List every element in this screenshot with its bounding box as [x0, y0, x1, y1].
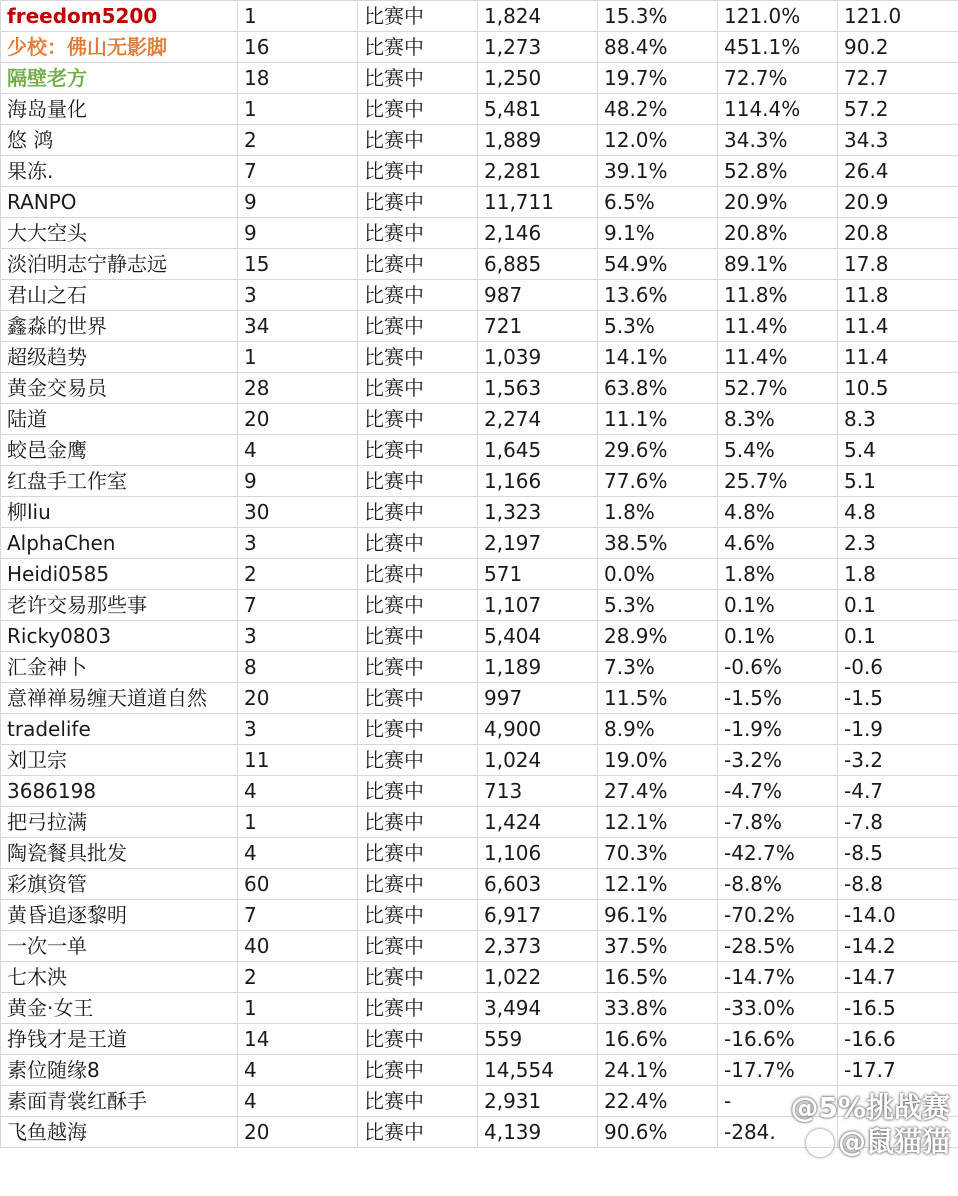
cell-count: 15 — [238, 249, 358, 280]
table-row — [1, 900, 958, 931]
cell-rate: 16.5% — [598, 962, 718, 993]
cell-status: 比赛中 — [358, 962, 478, 993]
cell-return: 4.6% — [718, 528, 838, 559]
cell-return: -284. — [718, 1117, 838, 1148]
cell-count: 28 — [238, 373, 358, 404]
cell-status: 比赛中 — [358, 466, 478, 497]
cell-value: 6,603 — [478, 869, 598, 900]
cell-status: 比赛中 — [358, 652, 478, 683]
cell-return: 89.1% — [718, 249, 838, 280]
cell-name: 素位随缘8 — [1, 1055, 238, 1086]
cell-score: -0.6 — [838, 652, 958, 683]
cell-name: 陆道 — [1, 404, 238, 435]
cell-status: 比赛中 — [358, 683, 478, 714]
cell-value: 1,022 — [478, 962, 598, 993]
cell-count: 4 — [238, 776, 358, 807]
cell-count: 16 — [238, 32, 358, 63]
table-row — [1, 125, 958, 156]
cell-status: 比赛中 — [358, 776, 478, 807]
cell-value: 987 — [478, 280, 598, 311]
cell-return: -0.6% — [718, 652, 838, 683]
cell-rate: 15.3% — [598, 1, 718, 32]
cell-score: 5.4 — [838, 435, 958, 466]
cell-return: -1.5% — [718, 683, 838, 714]
table-row — [1, 590, 958, 621]
cell-name: 黄昏追逐黎明 — [1, 900, 238, 931]
cell-rate: 88.4% — [598, 32, 718, 63]
cell-value: 713 — [478, 776, 598, 807]
cell-score: 5.1 — [838, 466, 958, 497]
cell-score: 10.5 — [838, 373, 958, 404]
cell-return: -3.2% — [718, 745, 838, 776]
cell-count: 3 — [238, 621, 358, 652]
cell-return: -4.7% — [718, 776, 838, 807]
cell-rate: 28.9% — [598, 621, 718, 652]
cell-count: 9 — [238, 187, 358, 218]
cell-name: 彩旗资管 — [1, 869, 238, 900]
cell-status: 比赛中 — [358, 342, 478, 373]
cell-count: 7 — [238, 590, 358, 621]
cell-return: -1.9% — [718, 714, 838, 745]
cell-status: 比赛中 — [358, 373, 478, 404]
cell-return: 114.4% — [718, 94, 838, 125]
cell-value: 1,645 — [478, 435, 598, 466]
cell-value: 1,824 — [478, 1, 598, 32]
cell-rate: 12.0% — [598, 125, 718, 156]
cell-count: 4 — [238, 1086, 358, 1117]
cell-status: 比赛中 — [358, 280, 478, 311]
cell-status: 比赛中 — [358, 621, 478, 652]
cell-rate: 39.1% — [598, 156, 718, 187]
cell-name: 飞鱼越海 — [1, 1117, 238, 1148]
cell-name: Ricky0803 — [1, 621, 238, 652]
cell-return: 1.8% — [718, 559, 838, 590]
cell-count: 7 — [238, 900, 358, 931]
cell-status: 比赛中 — [358, 1055, 478, 1086]
table-row — [1, 962, 958, 993]
cell-score: -17.7 — [838, 1055, 958, 1086]
cell-count: 20 — [238, 404, 358, 435]
cell-return: 121.0% — [718, 1, 838, 32]
cell-rate: 33.8% — [598, 993, 718, 1024]
cell-status: 比赛中 — [358, 63, 478, 94]
cell-return: 20.9% — [718, 187, 838, 218]
cell-name: 鑫淼的世界 — [1, 311, 238, 342]
cell-value: 721 — [478, 311, 598, 342]
cell-count: 2 — [238, 559, 358, 590]
cell-score: 8.3 — [838, 404, 958, 435]
cell-value: 5,404 — [478, 621, 598, 652]
cell-name: 海岛量化 — [1, 94, 238, 125]
cell-name: 3686198 — [1, 776, 238, 807]
cell-return: 451.1% — [718, 32, 838, 63]
cell-count: 1 — [238, 993, 358, 1024]
table-row — [1, 621, 958, 652]
table-row — [1, 869, 958, 900]
cell-rate: 12.1% — [598, 807, 718, 838]
table-row — [1, 466, 958, 497]
cell-status: 比赛中 — [358, 1086, 478, 1117]
cell-name: 大大空头 — [1, 218, 238, 249]
cell-count: 30 — [238, 497, 358, 528]
cell-value: 6,917 — [478, 900, 598, 931]
cell-value: 6,885 — [478, 249, 598, 280]
table-row — [1, 373, 958, 404]
cell-name: 少校：佛山无影脚 — [1, 32, 238, 63]
cell-count: 20 — [238, 683, 358, 714]
cell-rate: 24.1% — [598, 1055, 718, 1086]
cell-return: 34.3% — [718, 125, 838, 156]
cell-count: 4 — [238, 1055, 358, 1086]
cell-name: RANPO — [1, 187, 238, 218]
cell-name: 汇金神卜 — [1, 652, 238, 683]
cell-name: 果冻. — [1, 156, 238, 187]
table-row — [1, 1, 958, 32]
cell-score: -3.2 — [838, 745, 958, 776]
cell-score: 17.8 — [838, 249, 958, 280]
cell-value: 1,189 — [478, 652, 598, 683]
table-row — [1, 559, 958, 590]
cell-rate: 0.0% — [598, 559, 718, 590]
table-row — [1, 838, 958, 869]
cell-score: 11.4 — [838, 342, 958, 373]
table-row — [1, 1024, 958, 1055]
cell-name: 陶瓷餐具批发 — [1, 838, 238, 869]
table-row — [1, 652, 958, 683]
table-row — [1, 249, 958, 280]
watermark-text-1: @5%挑战赛 — [790, 1091, 950, 1124]
table-row — [1, 528, 958, 559]
table-row — [1, 745, 958, 776]
cell-score: 2.3 — [838, 528, 958, 559]
table-row — [1, 32, 958, 63]
cell-status: 比赛中 — [358, 869, 478, 900]
cell-count: 34 — [238, 311, 358, 342]
cell-count: 4 — [238, 435, 358, 466]
cell-name: 黄金·女王 — [1, 993, 238, 1024]
cell-count: 1 — [238, 342, 358, 373]
cell-status: 比赛中 — [358, 807, 478, 838]
cell-return: 25.7% — [718, 466, 838, 497]
cell-value: 997 — [478, 683, 598, 714]
cell-status: 比赛中 — [358, 187, 478, 218]
cell-value: 4,900 — [478, 714, 598, 745]
cell-rate: 48.2% — [598, 94, 718, 125]
table-row — [1, 776, 958, 807]
cell-score: -1.5 — [838, 683, 958, 714]
cell-name: AlphaChen — [1, 528, 238, 559]
cell-value: 1,039 — [478, 342, 598, 373]
cell-rate: 27.4% — [598, 776, 718, 807]
cell-score: 72.7 — [838, 63, 958, 94]
cell-status: 比赛中 — [358, 559, 478, 590]
cell-count: 18 — [238, 63, 358, 94]
cell-status: 比赛中 — [358, 497, 478, 528]
cell-return: 72.7% — [718, 63, 838, 94]
cell-count: 4 — [238, 838, 358, 869]
cell-return: -7.8% — [718, 807, 838, 838]
cell-status: 比赛中 — [358, 32, 478, 63]
cell-count: 3 — [238, 280, 358, 311]
cell-status: 比赛中 — [358, 94, 478, 125]
cell-count: 7 — [238, 156, 358, 187]
cell-name: 悠 鸿 — [1, 125, 238, 156]
cell-score: 4.8 — [838, 497, 958, 528]
cell-value: 3,494 — [478, 993, 598, 1024]
cell-rate: 13.6% — [598, 280, 718, 311]
cell-rate: 5.3% — [598, 590, 718, 621]
cell-score: -7.8 — [838, 807, 958, 838]
cell-score: -16.5 — [838, 993, 958, 1024]
cell-value: 1,889 — [478, 125, 598, 156]
cell-score: 0.1 — [838, 590, 958, 621]
cell-count: 60 — [238, 869, 358, 900]
cell-rate: 16.6% — [598, 1024, 718, 1055]
cell-status: 比赛中 — [358, 714, 478, 745]
table-row — [1, 311, 958, 342]
cell-count: 20 — [238, 1117, 358, 1148]
cell-name: 挣钱才是王道 — [1, 1024, 238, 1055]
cell-count: 40 — [238, 931, 358, 962]
cell-value: 2,146 — [478, 218, 598, 249]
cell-status: 比赛中 — [358, 838, 478, 869]
cell-score: 34.3 — [838, 125, 958, 156]
cell-rate: 63.8% — [598, 373, 718, 404]
cell-score: -14.2 — [838, 931, 958, 962]
table-row — [1, 931, 958, 962]
cell-name: 君山之石 — [1, 280, 238, 311]
cell-name: 老许交易那些事 — [1, 590, 238, 621]
cell-score: 11.4 — [838, 311, 958, 342]
cell-status: 比赛中 — [358, 1024, 478, 1055]
cell-value: 2,281 — [478, 156, 598, 187]
cell-value: 1,273 — [478, 32, 598, 63]
cell-value: 559 — [478, 1024, 598, 1055]
cell-count: 14 — [238, 1024, 358, 1055]
cell-rate: 6.5% — [598, 187, 718, 218]
table-row — [1, 94, 958, 125]
cell-return: 5.4% — [718, 435, 838, 466]
cell-rate: 8.9% — [598, 714, 718, 745]
cell-return: -70.2% — [718, 900, 838, 931]
cell-value: 1,166 — [478, 466, 598, 497]
cell-status: 比赛中 — [358, 218, 478, 249]
cell-rate: 5.3% — [598, 311, 718, 342]
cell-rate: 29.6% — [598, 435, 718, 466]
cell-status: 比赛中 — [358, 590, 478, 621]
watermark-text-2: @鼠猫猫 — [837, 1125, 950, 1158]
cell-value: 2,373 — [478, 931, 598, 962]
cell-count: 9 — [238, 218, 358, 249]
cell-name: 七木泱 — [1, 962, 238, 993]
cell-rate: 1.8% — [598, 497, 718, 528]
cell-rate: 11.5% — [598, 683, 718, 714]
cell-score: 90.2 — [838, 32, 958, 63]
cell-rate: 19.7% — [598, 63, 718, 94]
cell-name: tradelife — [1, 714, 238, 745]
cell-value: 5,481 — [478, 94, 598, 125]
table-row — [1, 497, 958, 528]
table-row — [1, 187, 958, 218]
cell-status: 比赛中 — [358, 404, 478, 435]
cell-score: -1.9 — [838, 714, 958, 745]
cell-name: 隔壁老方 — [1, 63, 238, 94]
cell-score: -8.5 — [838, 838, 958, 869]
cell-name: 红盘手工作室 — [1, 466, 238, 497]
cell-return: -17.7% — [718, 1055, 838, 1086]
cell-name: 蛟邑金鹰 — [1, 435, 238, 466]
cell-count: 1 — [238, 1, 358, 32]
cell-rate: 22.4% — [598, 1086, 718, 1117]
cell-name: Heidi0585 — [1, 559, 238, 590]
cell-score: -16.6 — [838, 1024, 958, 1055]
cell-status: 比赛中 — [358, 435, 478, 466]
cell-status: 比赛中 — [358, 993, 478, 1024]
cell-value: 11,711 — [478, 187, 598, 218]
cell-value: 1,106 — [478, 838, 598, 869]
cell-rate: 14.1% — [598, 342, 718, 373]
table-row — [1, 1055, 958, 1086]
ranking-table-body — [1, 1, 958, 1148]
cell-rate: 11.1% — [598, 404, 718, 435]
cell-name: 把弓拉满 — [1, 807, 238, 838]
cell-name: 刘卫宗 — [1, 745, 238, 776]
cell-return: 4.8% — [718, 497, 838, 528]
cell-value: 4,139 — [478, 1117, 598, 1148]
cell-status: 比赛中 — [358, 249, 478, 280]
cell-rate: 7.3% — [598, 652, 718, 683]
cell-name: 超级趋势 — [1, 342, 238, 373]
cell-rate: 9.1% — [598, 218, 718, 249]
weibo-logo-icon — [806, 1129, 834, 1157]
cell-rate: 70.3% — [598, 838, 718, 869]
cell-name: 素面青裳红酥手 — [1, 1086, 238, 1117]
cell-score: 0.1 — [838, 621, 958, 652]
cell-count: 1 — [238, 807, 358, 838]
cell-return: -8.8% — [718, 869, 838, 900]
cell-return: -42.7% — [718, 838, 838, 869]
cell-name: 淡泊明志宁静志远 — [1, 249, 238, 280]
table-row — [1, 280, 958, 311]
cell-status: 比赛中 — [358, 931, 478, 962]
cell-value: 1,107 — [478, 590, 598, 621]
cell-score: 57.2 — [838, 94, 958, 125]
cell-count: 3 — [238, 528, 358, 559]
cell-status: 比赛中 — [358, 1, 478, 32]
cell-name: 黄金交易员 — [1, 373, 238, 404]
cell-return: 11.4% — [718, 342, 838, 373]
cell-rate: 77.6% — [598, 466, 718, 497]
cell-return: -28.5% — [718, 931, 838, 962]
cell-status: 比赛中 — [358, 528, 478, 559]
cell-value: 1,250 — [478, 63, 598, 94]
cell-rate: 38.5% — [598, 528, 718, 559]
cell-return: - — [718, 1086, 838, 1117]
cell-status: 比赛中 — [358, 745, 478, 776]
cell-score: -14.7 — [838, 962, 958, 993]
cell-value: 571 — [478, 559, 598, 590]
table-row — [1, 993, 958, 1024]
cell-count: 8 — [238, 652, 358, 683]
cell-return: 11.4% — [718, 311, 838, 342]
cell-status: 比赛中 — [358, 1117, 478, 1148]
cell-count: 2 — [238, 125, 358, 156]
cell-score: 20.8 — [838, 218, 958, 249]
cell-status: 比赛中 — [358, 900, 478, 931]
table-row — [1, 714, 958, 745]
cell-status: 比赛中 — [358, 125, 478, 156]
table-row — [1, 156, 958, 187]
cell-rate: 90.6% — [598, 1117, 718, 1148]
cell-score: -8.8 — [838, 869, 958, 900]
cell-value: 2,931 — [478, 1086, 598, 1117]
cell-status: 比赛中 — [358, 156, 478, 187]
cell-score: 121.0 — [838, 1, 958, 32]
cell-value: 2,274 — [478, 404, 598, 435]
cell-value: 1,323 — [478, 497, 598, 528]
cell-rate: 37.5% — [598, 931, 718, 962]
cell-return: 8.3% — [718, 404, 838, 435]
cell-return: 11.8% — [718, 280, 838, 311]
table-row — [1, 404, 958, 435]
cell-count: 1 — [238, 94, 358, 125]
table-row — [1, 342, 958, 373]
cell-return: 0.1% — [718, 590, 838, 621]
table-row — [1, 63, 958, 94]
cell-count: 3 — [238, 714, 358, 745]
cell-score: -14.0 — [838, 900, 958, 931]
table-row — [1, 218, 958, 249]
cell-name: 一次一单 — [1, 931, 238, 962]
cell-return: 0.1% — [718, 621, 838, 652]
cell-rate: 12.1% — [598, 869, 718, 900]
cell-score: 1.8 — [838, 559, 958, 590]
cell-name: 柳liu — [1, 497, 238, 528]
cell-value: 14,554 — [478, 1055, 598, 1086]
cell-count: 9 — [238, 466, 358, 497]
cell-score: 11.8 — [838, 280, 958, 311]
cell-value: 1,424 — [478, 807, 598, 838]
table-row — [1, 807, 958, 838]
cell-count: 11 — [238, 745, 358, 776]
cell-name: freedom5200 — [1, 1, 238, 32]
cell-value: 1,563 — [478, 373, 598, 404]
table-row — [1, 435, 958, 466]
cell-value: 1,024 — [478, 745, 598, 776]
cell-return: 52.7% — [718, 373, 838, 404]
cell-return: 52.8% — [718, 156, 838, 187]
cell-return: 20.8% — [718, 218, 838, 249]
cell-return: -33.0% — [718, 993, 838, 1024]
cell-rate: 19.0% — [598, 745, 718, 776]
cell-value: 2,197 — [478, 528, 598, 559]
cell-return: -14.7% — [718, 962, 838, 993]
cell-return: -16.6% — [718, 1024, 838, 1055]
watermark-author — [806, 1120, 950, 1160]
cell-rate: 54.9% — [598, 249, 718, 280]
cell-name: 意禅禅易缠天道道自然 — [1, 683, 238, 714]
blank-area — [0, 1156, 958, 1196]
cell-score: 26.4 — [838, 156, 958, 187]
cell-score: 20.9 — [838, 187, 958, 218]
cell-rate: 96.1% — [598, 900, 718, 931]
table-row — [1, 683, 958, 714]
cell-score: -4.7 — [838, 776, 958, 807]
cell-count: 2 — [238, 962, 358, 993]
cell-status: 比赛中 — [358, 311, 478, 342]
